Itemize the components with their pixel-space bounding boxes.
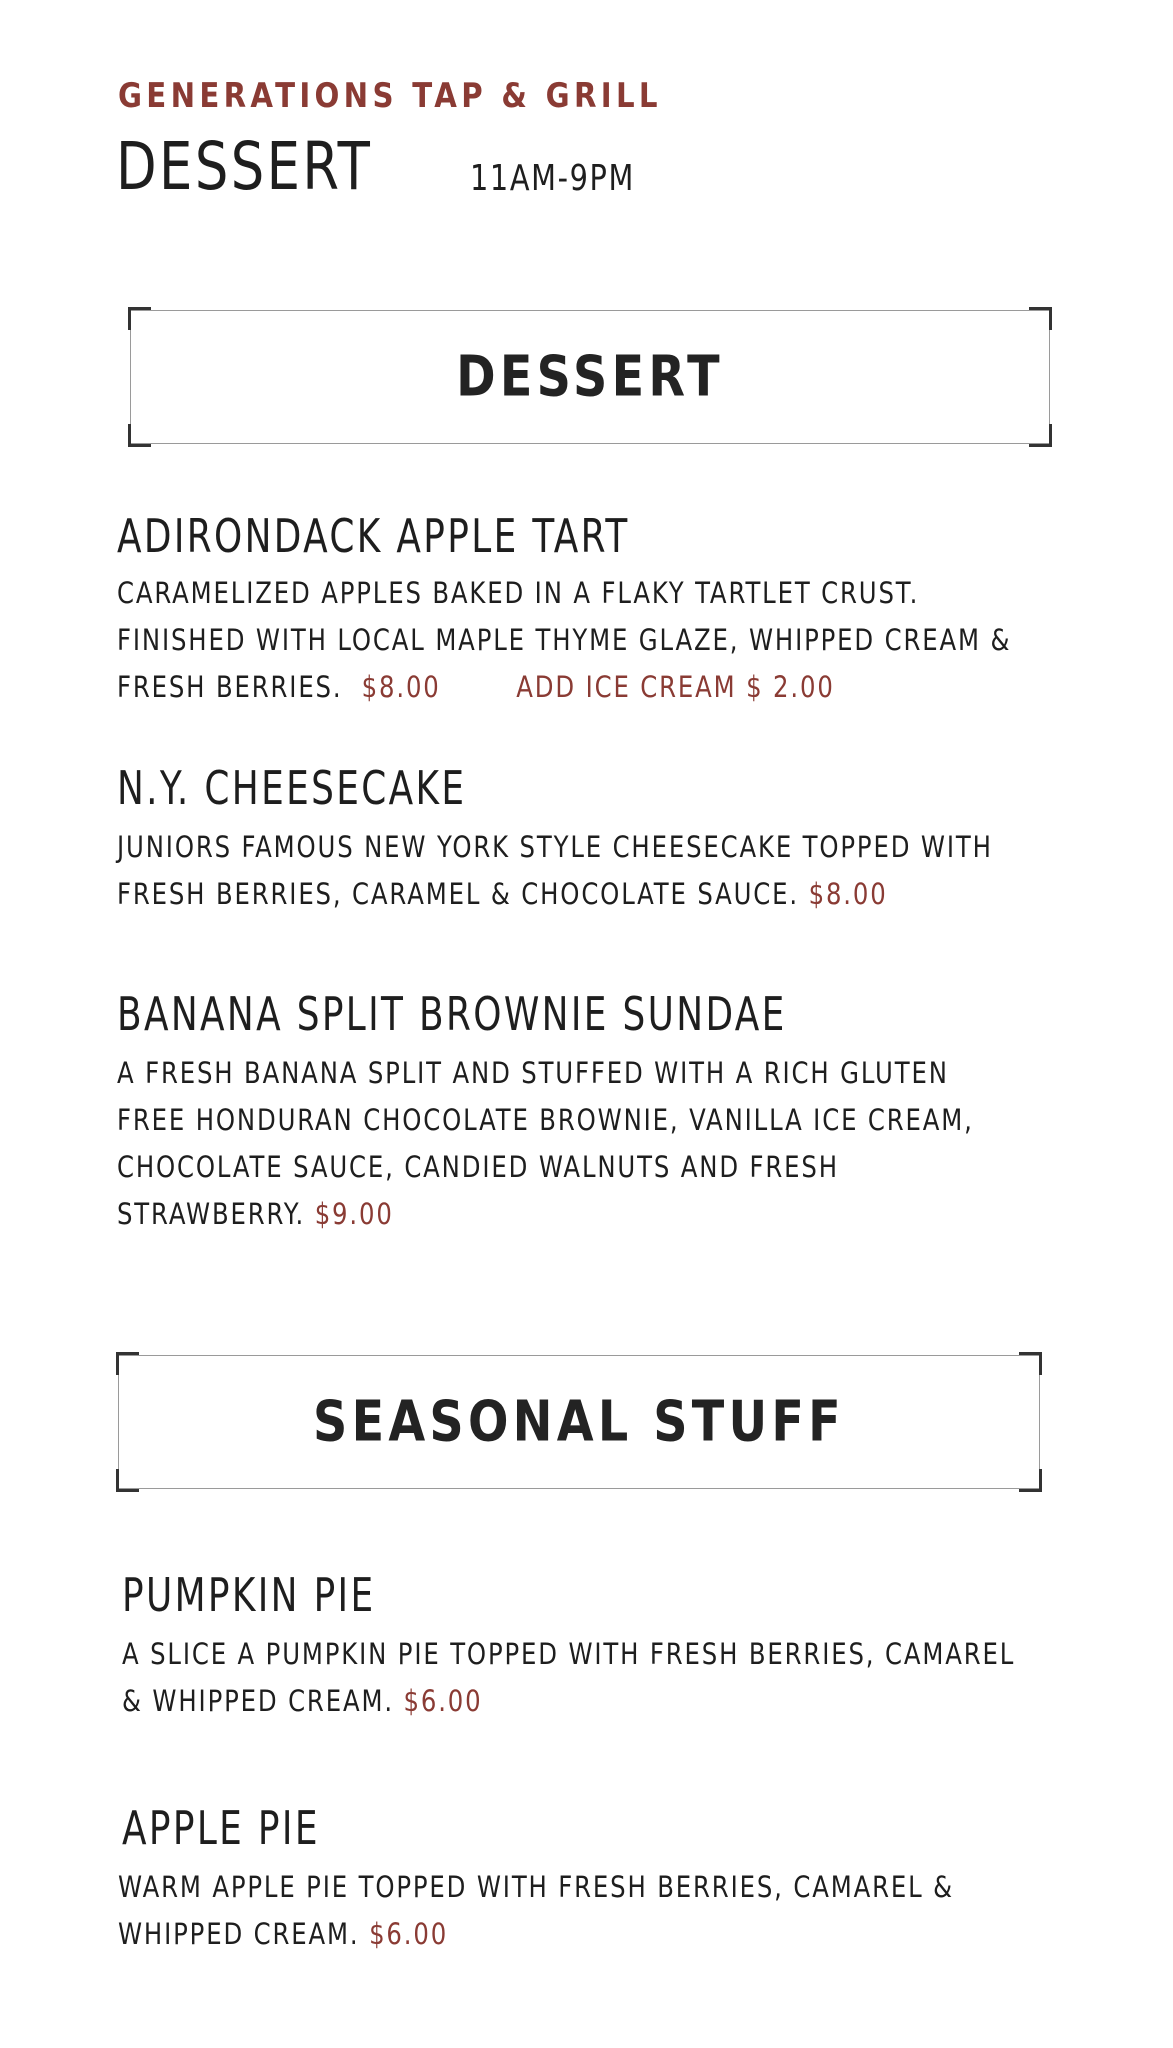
item-description [117, 824, 993, 918]
description-line [117, 871, 993, 918]
description-line-text: WHIPPED CREAM. [118, 1917, 360, 1951]
item-price: $8.00 [808, 877, 888, 911]
frame-corner [116, 1352, 139, 1375]
description-line: WARM APPLE PIE TOPPED WITH FRESH BERRIES, CAMAREL & [118, 1870, 954, 1904]
item-description [122, 1631, 1015, 1725]
frame-corner [128, 424, 151, 447]
item-price: $9.00 [314, 1197, 394, 1231]
description-line [117, 1191, 974, 1238]
menu-item-ny-cheesecake [117, 760, 1160, 918]
section-header-seasonal-stuff [118, 1355, 1040, 1489]
item-name: N.Y. CHEESECAKE [117, 761, 467, 815]
description-line-text: STRAWBERRY. [117, 1197, 306, 1231]
frame-corner [1029, 424, 1052, 447]
item-name: PUMPKIN PIE [122, 1568, 376, 1622]
description-line: CARAMELIZED APPLES BAKED IN A FLAKY TARTLET CRUST. [117, 576, 920, 610]
item-name: APPLE PIE [122, 1801, 320, 1855]
menu-item-banana-split-brownie-sundae [117, 986, 1137, 1238]
description-line: A SLICE A PUMPKIN PIE TOPPED WITH FRESH BERRIES, CAMAREL [122, 1637, 1016, 1671]
item-price: $6.00 [369, 1917, 449, 1951]
item-description [117, 570, 1011, 711]
item-description [117, 1050, 974, 1238]
frame-corner [116, 1469, 139, 1492]
description-line-text: & WHIPPED CREAM. [122, 1684, 394, 1718]
frame-corner [128, 307, 151, 330]
description-line-text: FRESH BERRIES. [117, 670, 343, 704]
description-line: JUNIORS FAMOUS NEW YORK STYLE CHEESECAKE TOPPED WITH [117, 830, 993, 864]
item-price: $6.00 [403, 1684, 483, 1718]
description-line [118, 1911, 954, 1958]
section-title: SEASONAL STUFF [313, 1389, 845, 1455]
section-header-dessert [130, 310, 1050, 444]
frame-corner [1019, 1469, 1042, 1492]
section-title: DESSERT [456, 344, 724, 410]
description-line-text: FRESH BERRIES, CARAMEL & CHOCOLATE SAUCE. [117, 877, 800, 911]
description-line: FREE HONDURAN CHOCOLATE BROWNIE, VANILLA ICE CREAM, [117, 1103, 974, 1137]
item-name: ADIRONDACK APPLE TART [117, 509, 630, 563]
description-line [117, 664, 1011, 711]
menu-item-pumpkin-pie [122, 1567, 1173, 1725]
add-on-price: ADD ICE CREAM $ 2.00 [516, 670, 835, 704]
menu-item-adirondack-apple-tart [117, 508, 1173, 711]
item-name: BANANA SPLIT BROWNIE SUNDAE [117, 987, 787, 1041]
item-description [118, 1864, 954, 1958]
description-line: CHOCOLATE SAUCE, CANDIED WALNUTS AND FRESH [117, 1150, 839, 1184]
menu-title: DESSERT [116, 128, 373, 205]
item-price: $8.00 [361, 670, 441, 704]
menu-item-apple-pie [118, 1800, 1113, 1958]
service-hours: 11AM-9PM [470, 158, 635, 199]
frame-corner [1019, 1352, 1042, 1375]
description-line: A FRESH BANANA SPLIT AND STUFFED WITH A RICH GLUTEN [117, 1056, 949, 1090]
description-line [122, 1678, 1015, 1725]
description-line: FINISHED WITH LOCAL MAPLE THYME GLAZE, WHIPPED CREAM & [117, 623, 1012, 657]
frame-corner [1029, 307, 1052, 330]
restaurant-name: GENERATIONS TAP & GRILL [118, 76, 662, 116]
